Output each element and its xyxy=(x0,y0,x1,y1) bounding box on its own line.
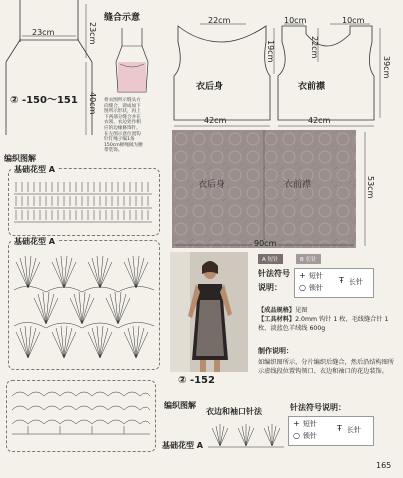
photo-pattern-id: ② -152 xyxy=(178,375,215,386)
size-value: 见图 xyxy=(295,307,308,314)
dim-42cm-b: 42cm xyxy=(308,116,331,125)
height-40-label: 40cm xyxy=(88,92,97,115)
plus-symbol-icon: + xyxy=(299,271,306,280)
width-23-label: 23cm xyxy=(32,28,55,37)
tall-symbol-label: 长针 xyxy=(349,278,363,286)
swatch-front-label: 衣前襟 xyxy=(284,180,312,190)
dim-39cm: 39cm xyxy=(382,56,391,79)
schematic-back-label: 衣后身 xyxy=(196,82,224,92)
pattern-id-label: ② -150～151 xyxy=(10,95,78,106)
edge-stitch-chart xyxy=(206,418,286,450)
schematic-diagram xyxy=(160,14,400,130)
bottom-tall-icon: Ŧ xyxy=(337,424,342,433)
edge-stitch-title: 衣边和袖口针法 xyxy=(206,407,262,416)
model-photo xyxy=(170,252,248,372)
sewing-note: 将衣图所示缝头方向缝合，即成如下图所示形状，再上下两部分缝合并在衣领、衣边处作相应的边缘修饰针。在左图示意位置钩针钉绳子编1条150cm棉绳做为腰带装饰。 xyxy=(104,98,143,154)
schematic-front-label: 衣前襟 xyxy=(298,82,326,92)
oval-symbol-icon: ○ xyxy=(299,283,306,292)
bottom-plus-label: 短针 xyxy=(303,420,317,428)
bottom-symbols-legend xyxy=(288,416,374,446)
sewing-illustration xyxy=(110,26,154,96)
bottom-plus-icon: + xyxy=(293,419,300,428)
bottom-symbols-title: 针法符号说明： xyxy=(290,403,346,412)
symbols-title: 针法符号 xyxy=(258,269,290,278)
height-23-label: 23cm xyxy=(88,22,97,45)
plus-symbol-label: 短针 xyxy=(309,272,323,280)
oval-symbol-label: 锁针 xyxy=(309,284,323,292)
bottom-tall-label: 长针 xyxy=(347,426,361,434)
method-title: 制作说明： xyxy=(258,347,293,355)
fan-stitch-chart xyxy=(10,248,158,366)
bottom-chart-title: 编织图解 xyxy=(164,401,196,410)
materials-block xyxy=(258,306,398,333)
bottom-stitch-chart xyxy=(10,386,152,446)
tools-value: 2.0mm 钩针 1 枚、毛线缝合针 1 枚、淡蓝色羊绒线 600g xyxy=(258,316,389,332)
sewing-title: 缝合示意 xyxy=(104,13,141,23)
swatch-back-label: 衣后身 xyxy=(198,180,226,190)
swatch-tag-a: A 短针 xyxy=(258,254,283,264)
bottom-oval-label: 锁针 xyxy=(303,432,317,440)
bottom-pattern-a-label: 基础花型 A xyxy=(162,441,203,450)
pattern-a-label-1: 基础花型 A xyxy=(14,165,55,174)
stitch-grid-1 xyxy=(12,178,156,230)
symbols-title-2: 说明： xyxy=(258,283,282,292)
size-label: 【成品规格】 xyxy=(258,307,296,314)
dim-22cm-vertical: 22cm xyxy=(310,36,319,59)
method-text: 如编织图所示，分片编织后缝合，然后沿结构图所示虚线段位置钩领口、衣边和袖口的花边装饰。 xyxy=(258,359,395,375)
page-number: 165 xyxy=(376,461,392,470)
front-view-diagram xyxy=(0,0,100,140)
knit-chart-title: 编织图解 xyxy=(4,154,36,163)
dim-10cm-a: 10cm xyxy=(284,16,307,25)
bottom-oval-icon: ○ xyxy=(293,431,300,440)
symbols-legend xyxy=(294,268,374,298)
tools-label: 【工具材料】 xyxy=(258,316,296,323)
dim-22cm-top: 22cm xyxy=(208,16,231,25)
dim-42cm-a: 42cm xyxy=(204,116,227,125)
swatch-width-label: 90cm xyxy=(254,239,277,248)
tall-stitch-icon: Ŧ xyxy=(339,276,344,285)
swatch-tag-b: B 长针 xyxy=(296,254,321,264)
swatch-height-label: 53cm xyxy=(366,176,375,199)
pattern-a-label-2: 基础花型 A xyxy=(14,237,55,246)
dim-10cm-b: 10cm xyxy=(342,16,365,25)
dim-19cm: 19cm xyxy=(266,40,275,63)
